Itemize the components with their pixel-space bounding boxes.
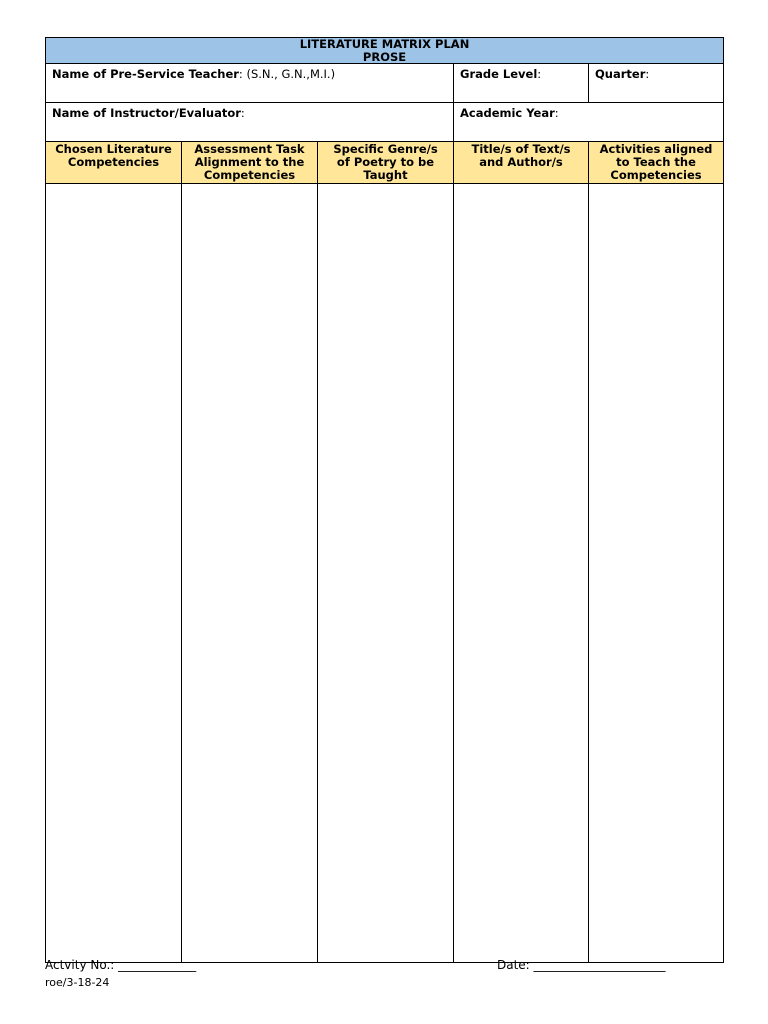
header-text: Competencies	[67, 155, 160, 169]
grade-colon: :	[537, 67, 542, 81]
header-text: Specific Genre/s	[333, 142, 438, 156]
instructor-colon: :	[240, 106, 245, 120]
header-text: Activities aligned	[599, 142, 713, 156]
activities-cell[interactable]	[589, 184, 724, 963]
header-text: and Author/s	[479, 155, 563, 169]
year-colon: :	[554, 106, 559, 120]
literature-matrix-table	[45, 37, 724, 963]
column-header-assessment	[182, 142, 318, 184]
header-text: Assessment Task	[194, 142, 305, 156]
title-line-2: PROSE	[362, 49, 407, 64]
grade-level-field[interactable]	[454, 64, 589, 103]
date-line[interactable]: Date: ______________________	[497, 958, 666, 972]
teacher-label: Name of Pre-Service Teacher	[52, 67, 239, 81]
header-text: of Poetry to be	[336, 155, 435, 169]
document-code: roe/3-18-24	[45, 976, 110, 989]
header-text: Competencies	[203, 168, 296, 182]
activity-number-line[interactable]: Actvity No.: _____________	[45, 958, 197, 972]
column-header-genre	[318, 142, 454, 184]
academic-year-field[interactable]	[454, 103, 724, 142]
column-header-activities	[589, 142, 724, 184]
competencies-cell[interactable]	[46, 184, 182, 963]
title-line-1: LITERATURE MATRIX PLAN	[299, 37, 470, 51]
genre-cell[interactable]	[318, 184, 454, 963]
header-text: Chosen Literature	[55, 142, 172, 156]
header-text: to Teach the	[616, 155, 696, 169]
header-text: Competencies	[610, 168, 702, 182]
header-text: Alignment to the	[194, 155, 305, 169]
header-text: Title/s of Text/s	[471, 142, 571, 156]
column-header-competencies	[46, 142, 182, 184]
year-label: Academic Year	[460, 106, 555, 120]
header-text: Taught	[363, 168, 408, 182]
matrix-title	[46, 38, 724, 64]
teacher-name-field[interactable]	[46, 64, 454, 103]
instructor-name-field[interactable]	[46, 103, 454, 142]
quarter-label: Quarter	[595, 67, 646, 81]
titles-cell[interactable]	[454, 184, 589, 963]
grade-label: Grade Level	[460, 67, 538, 81]
column-header-titles	[454, 142, 589, 184]
assessment-cell[interactable]	[182, 184, 318, 963]
instructor-label: Name of Instructor/Evaluator	[52, 106, 241, 120]
quarter-colon: :	[645, 67, 650, 81]
teacher-hint: : (S.N., G.N.,M.I.)	[238, 67, 336, 81]
quarter-field[interactable]	[589, 64, 724, 103]
